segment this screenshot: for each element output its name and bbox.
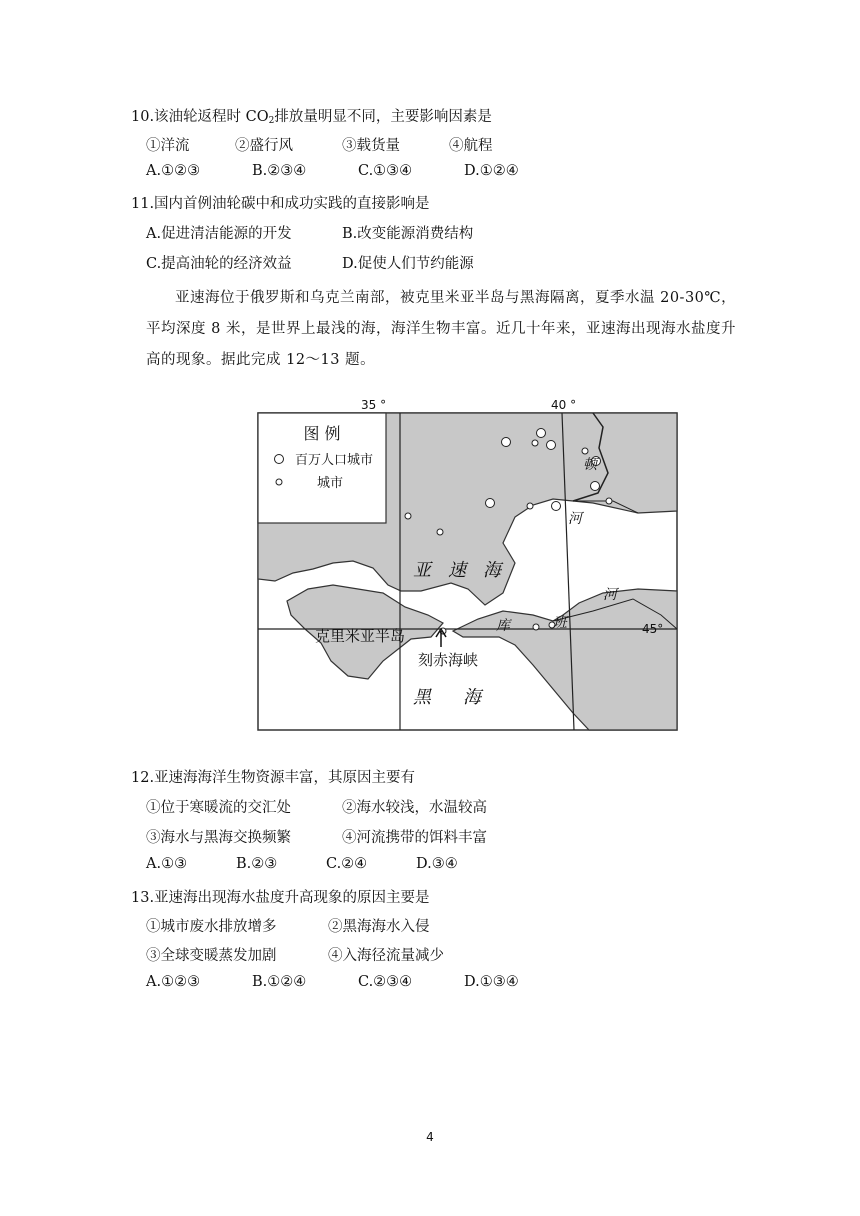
q13-item: ④入海径流量减少 — [328, 948, 444, 964]
lat-45-label: 45° — [642, 622, 664, 636]
azov-sea-map — [253, 393, 678, 733]
q13-stem: 13.亚速海出现海水盐度升高现象的原因主要是 — [131, 890, 430, 906]
q11-choices-row1 — [146, 222, 473, 243]
don-label-2: 河 — [568, 511, 582, 527]
city-marker — [527, 503, 533, 509]
black-sea-label-2: 海 — [463, 687, 481, 708]
q13-item: ①城市废水排放增多 — [146, 919, 277, 935]
q13-choices — [146, 974, 519, 990]
q12-stem: 12.亚速海海洋生物资源丰富，其原因主要有 — [131, 770, 416, 786]
black-sea-label-1: 黑 — [413, 687, 431, 708]
q13-items-row1 — [146, 915, 430, 936]
q10-choice: B.②③④ — [252, 163, 307, 179]
legend-city-icon — [276, 479, 282, 485]
q10-choice: A.①②③ — [146, 163, 201, 179]
city-marker — [437, 529, 443, 535]
q12-choice: B.②③ — [236, 856, 278, 872]
q11-choice: B.改变能源消费结构 — [342, 226, 474, 242]
kuban-label-1: 库 — [496, 618, 510, 634]
legend-big-city-icon — [275, 455, 284, 464]
q11-choice: D.促使人们节约能源 — [342, 256, 474, 272]
q10-choice: C.①③④ — [358, 163, 413, 179]
q12-item: ③海水与黑海交换频繁 — [146, 830, 291, 846]
big-city-marker — [552, 502, 561, 511]
big-city-marker — [502, 438, 511, 447]
q10-item: ③载货量 — [342, 138, 400, 154]
q11-choice: C.提高油轮的经济效益 — [146, 256, 292, 272]
q12-item: ①位于寒暖流的交汇处 — [146, 800, 291, 816]
azov-label-2: 速 — [448, 560, 466, 581]
passage: 亚速海位于俄罗斯和乌克兰南部，被克里米亚半岛与黑海隔离，夏季水温 20-30℃，平均深度 8 米，是世界上最浅的海，海洋生物丰富。近几十年来，亚速海出现海水盐度升高的现象。据此完成 12～13 题。 — [146, 290, 737, 368]
kuban-label-2: 班 — [553, 615, 567, 631]
city-marker — [582, 448, 588, 454]
azov-label-1: 亚 — [413, 560, 431, 581]
azov-label-3: 海 — [483, 560, 501, 581]
q10-item: ①洋流 — [146, 138, 190, 154]
page-number: 4 — [426, 1130, 434, 1144]
city-marker — [405, 513, 411, 519]
q12-choices — [146, 856, 458, 872]
q13-choice: D.①③④ — [464, 974, 519, 990]
q12-item: ④河流携带的饵料丰富 — [342, 830, 487, 846]
legend-big-city-label: 百万人口城市 — [295, 453, 374, 468]
q12-items-row1 — [146, 796, 487, 817]
q11-choices-row2 — [146, 252, 474, 273]
q12-items-row2 — [146, 826, 487, 847]
lon-40-label: 40 ° — [551, 398, 577, 412]
q13-choice: A.①②③ — [146, 974, 201, 990]
city-marker — [532, 440, 538, 446]
q10-stem: 10.该油轮返程时 $CO_2$排放量明显不同，主要影响因素是 — [131, 109, 492, 126]
city-marker — [533, 624, 539, 630]
q11-stem: 11.国内首例油轮碳中和成功实践的直接影响是 — [131, 196, 430, 212]
q10-item: ④航程 — [449, 138, 493, 154]
q13-choice: B.①②④ — [252, 974, 307, 990]
lon-35-label: 35 ° — [361, 398, 387, 412]
q12-choice: D.③④ — [416, 856, 458, 872]
q13-choice: C.②③④ — [358, 974, 413, 990]
crimea-label: 克里米亚半岛 — [315, 627, 406, 645]
q10-item: ②盛行风 — [235, 138, 293, 154]
kuban-label-3: 河 — [603, 587, 617, 603]
q13-item: ②黑海海水入侵 — [328, 919, 430, 935]
q10-items — [146, 134, 493, 155]
city-marker — [606, 498, 612, 504]
big-city-marker — [547, 441, 556, 450]
legend-city-label: 城市 — [317, 476, 344, 491]
q12-item: ②海水较浅，水温较高 — [342, 800, 487, 816]
q13-items-row2 — [146, 944, 444, 965]
big-city-marker — [591, 482, 600, 491]
don-label-1: 顿 — [583, 457, 597, 473]
big-city-marker — [537, 429, 546, 438]
legend-title: 图 例 — [303, 424, 341, 443]
q12-choice: C.②④ — [326, 856, 368, 872]
big-city-marker — [486, 499, 495, 508]
q12-choice: A.①③ — [146, 856, 188, 872]
q10-choices — [146, 163, 519, 179]
kerch-label: 刻赤海峡 — [418, 651, 479, 669]
q13-item: ③全球变暖蒸发加剧 — [146, 948, 277, 964]
q11-choice: A.促进清洁能源的开发 — [146, 226, 292, 242]
q10-choice: D.①②④ — [464, 163, 519, 179]
